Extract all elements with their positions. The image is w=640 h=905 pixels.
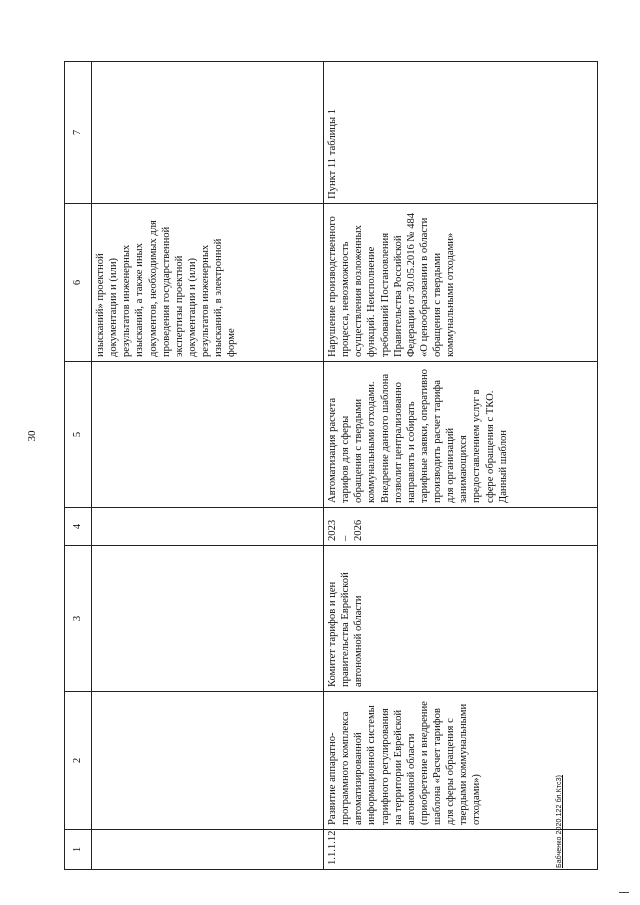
signature-stamp	[556, 558, 563, 868]
cell-period	[92, 508, 324, 546]
header-cell: 1	[65, 830, 92, 870]
cell-result: Автоматизация расчета тарифов для сферы обращения с твердыми коммунальными отходами. Внедрение данного шаблона позволит централизованно направлять и собирать тарифные заявки, оперативно производить расчет тарифа для организаций занимающихся предоставлением услуг в сфере обращения с ТКО. Данный шаблон	[324, 362, 598, 508]
header-cell: 3	[65, 546, 92, 692]
measures-table	[64, 61, 598, 870]
header-cell: 4	[65, 508, 92, 546]
cell-measure: Развитие аппаратно-программного комплекса автоматизированной информационной системы тарифного регулирования на территории Еврейской автономной области (приобретение и внедрение шаблона «Расчет тарифов для сферы обращения с твердыми коммунальными отходами»)	[324, 692, 598, 830]
cell-consequences: изысканий» проектной документации и (или) результатов инженерных изысканий, а также иных документов, необходимых для проведения государственной экспертизы проектной документации и (или) результатов инженерных изысканий, в электронной форме	[92, 204, 324, 362]
cell-executor: Комитет тарифов и цен правительства Еврейской автономной области	[324, 546, 598, 692]
rotated-page-content	[64, 62, 598, 870]
signature-text: Бабченко 2020.122 бл.Ктс3)	[556, 774, 563, 868]
cell-result	[92, 362, 324, 508]
page-number: 30	[26, 430, 38, 442]
table-header-row	[65, 62, 92, 870]
header-cell: 2	[65, 692, 92, 830]
header-cell: 6	[65, 204, 92, 362]
header-cell: 7	[65, 62, 92, 204]
cell-reference	[92, 62, 324, 204]
table-row-continuation	[92, 62, 324, 870]
cell-number: 1.1.1.12	[324, 830, 598, 870]
cell-period: 2023 – 2026	[324, 508, 598, 546]
header-cell: 5	[65, 362, 92, 508]
scan-mark	[619, 892, 629, 893]
cell-reference: Пункт 11 таблицы 1	[324, 62, 598, 204]
cell-executor	[92, 546, 324, 692]
cell-measure	[92, 692, 324, 830]
cell-number	[92, 830, 324, 870]
cell-consequences: Нарушение производственного процесса, невозможность осуществления возложенных функций. Неисполнение требований Постановления Правительства Российской Федерации от 30.05.2016 № 484 «О ценообразовании в области обращения с твердыми коммунальными отходами»	[324, 204, 598, 362]
